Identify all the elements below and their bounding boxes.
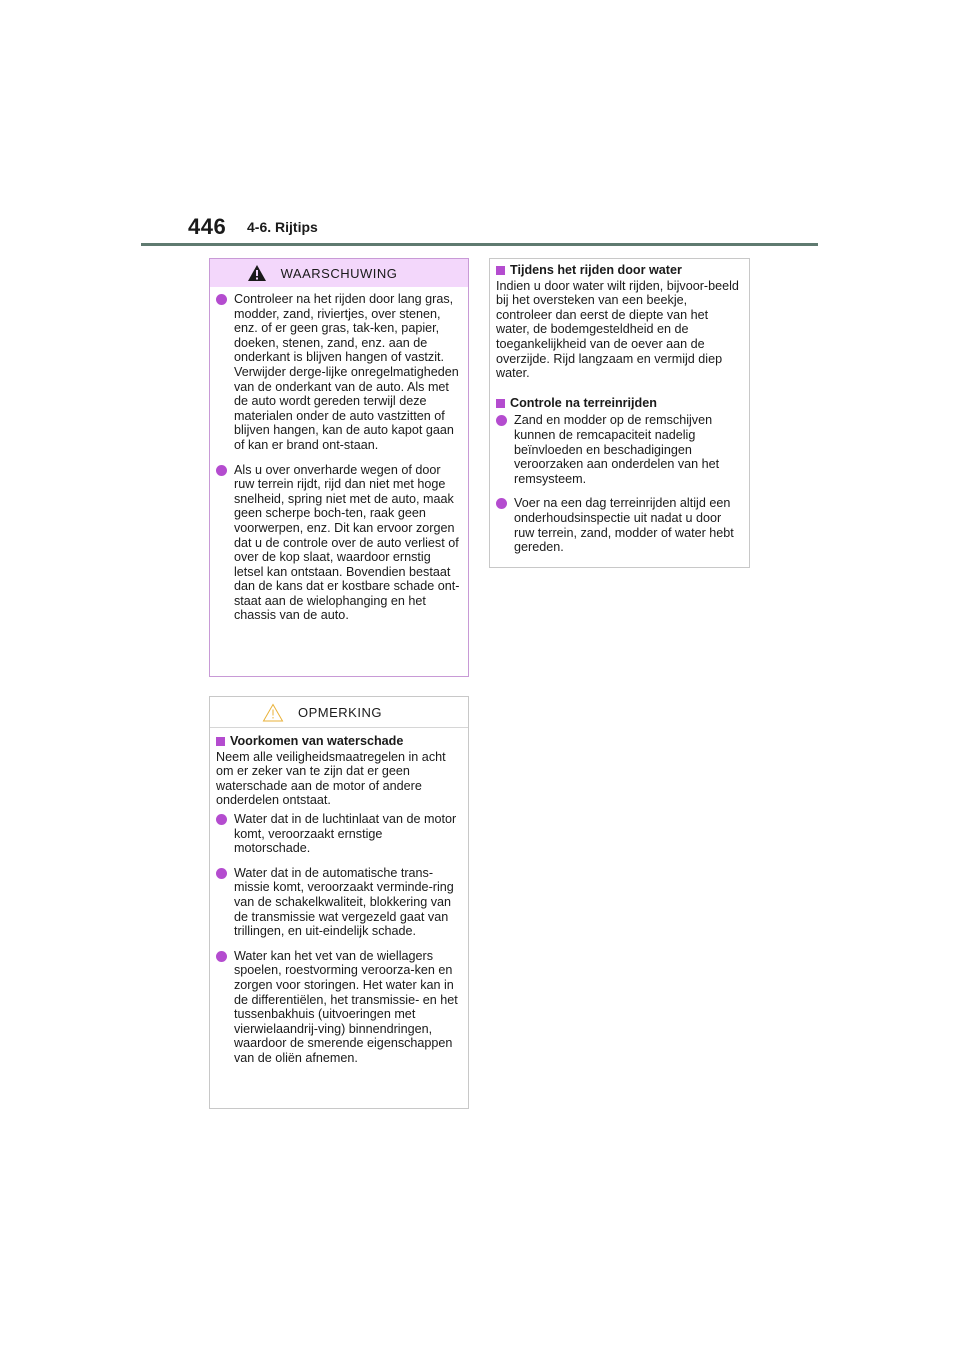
square-bullet-icon <box>216 737 225 746</box>
list-item <box>496 413 743 486</box>
warning-triangle-icon <box>247 264 267 282</box>
notice-item-text: Water dat in de luchtinlaat van de motor komt, veroorzaakt ernstige motorschade. <box>234 811 457 856</box>
caution-triangle-icon <box>262 703 284 722</box>
notice-item-text: Water dat in de automatische trans-missie komt, veroorzaakt verminde-ring van de schakelkwaliteit, blokkering van de transmissie wat vergezeld gaat van trillingen, en uit-eindelijk schade. <box>234 865 454 939</box>
bullet-icon <box>216 951 227 962</box>
bullet-icon <box>496 415 507 426</box>
section-heading <box>496 396 743 411</box>
square-bullet-icon <box>496 266 505 275</box>
info-box <box>489 258 750 568</box>
section-item-text: Zand en modder op de remschijven kunnen de remcapaciteit nadelig beïnvloeden en beschadigingen veroorzaken aan onderdelen van het remsysteem. <box>514 413 720 486</box>
section-item-text: Voer na een dag terreinrijden altijd een onderhoudsinspectie uit nadat u door ruw terrein, zand, modder of water hebt gereden. <box>514 496 734 555</box>
list-item <box>216 292 462 453</box>
header-rule <box>141 243 818 246</box>
warning-item-text: Als u over onverharde wegen of door ruw terrein rijdt, rijd dan niet met hoge snelheid, spring niet met de auto, maak geen scherpe boch-ten, raak geen voorwerpen, enz. Dit kan ervoor zorgen dat u de controle over de auto verliest of over de kop slaat, waardoor ernstig letsel kan ontstaan. Bovendien bestaat dan de kans dat er kostbare schade ont-staat aan de wielophanging en het chassis van de auto. <box>234 462 460 623</box>
section-heading-text: Controle na terreinrijden <box>510 395 657 410</box>
bullet-icon <box>216 294 227 305</box>
notice-title: OPMERKING <box>298 704 382 720</box>
section-text: Indien u door water wilt rijden, bijvoor-beeld bij het oversteken van een beekje, controleer dan eerst de diepte van het water, de bodemgesteldheid en de toegankelijkheid van de oever aan de overzijde. Rijd langzaam en vermijd diep water. <box>496 278 739 381</box>
warning-header <box>210 259 468 287</box>
square-bullet-icon <box>496 399 505 408</box>
list-item <box>216 812 462 856</box>
notice-intro: Neem alle veiligheidsmaatregelen in acht om er zeker van te zijn dat er geen waterschade aan de motor of andere onderdelen ontstaat. <box>216 749 446 808</box>
list-item <box>216 866 462 939</box>
notice-item-text: Water kan het vet van de wiellagers spoelen, roestvorming veroorza-ken en zorgen voor storingen. Het water kan in de differentiëlen, het transmissie- en het tussenbakhuis (uitvoeringen met vierwielaandrij-ving) binnendringen, waardoor de smerende eigenschappen van de oliën afnemen. <box>234 948 458 1065</box>
list-item <box>216 949 462 1066</box>
warning-title: WAARSCHUWING <box>280 265 398 281</box>
notice-heading <box>216 734 462 749</box>
bullet-icon <box>216 814 227 825</box>
section-title: 4-6. Rijtips <box>247 219 318 235</box>
notice-box <box>209 696 469 1109</box>
list-item <box>496 496 743 554</box>
section-heading-text: Tijdens het rijden door water <box>510 263 682 277</box>
notice-header <box>210 697 468 728</box>
section-heading <box>496 263 743 278</box>
warning-item-text: Controleer na het rijden door lang gras, modder, zand, riviertjes, over stenen, enz. of er geen gras, tak-ken, papier, doeken, stenen, zand, enz. aan de onderkant is blijven hangen of vastzit. Verwijder derge-lijke onregelmatigheden van de onderkant van de auto. Als met de auto wordt gereden terwijl deze materialen onder de auto vastzitten of blijven hangen, kan de auto kapot gaan of kan er brand ont-staan. <box>234 292 459 452</box>
bullet-icon <box>216 465 227 476</box>
bullet-icon <box>216 868 227 879</box>
bullet-icon <box>496 498 507 509</box>
list-item <box>216 463 462 624</box>
warning-box <box>209 258 469 677</box>
notice-heading-text: Voorkomen van waterschade <box>230 734 404 748</box>
page-number: 446 <box>188 214 227 239</box>
